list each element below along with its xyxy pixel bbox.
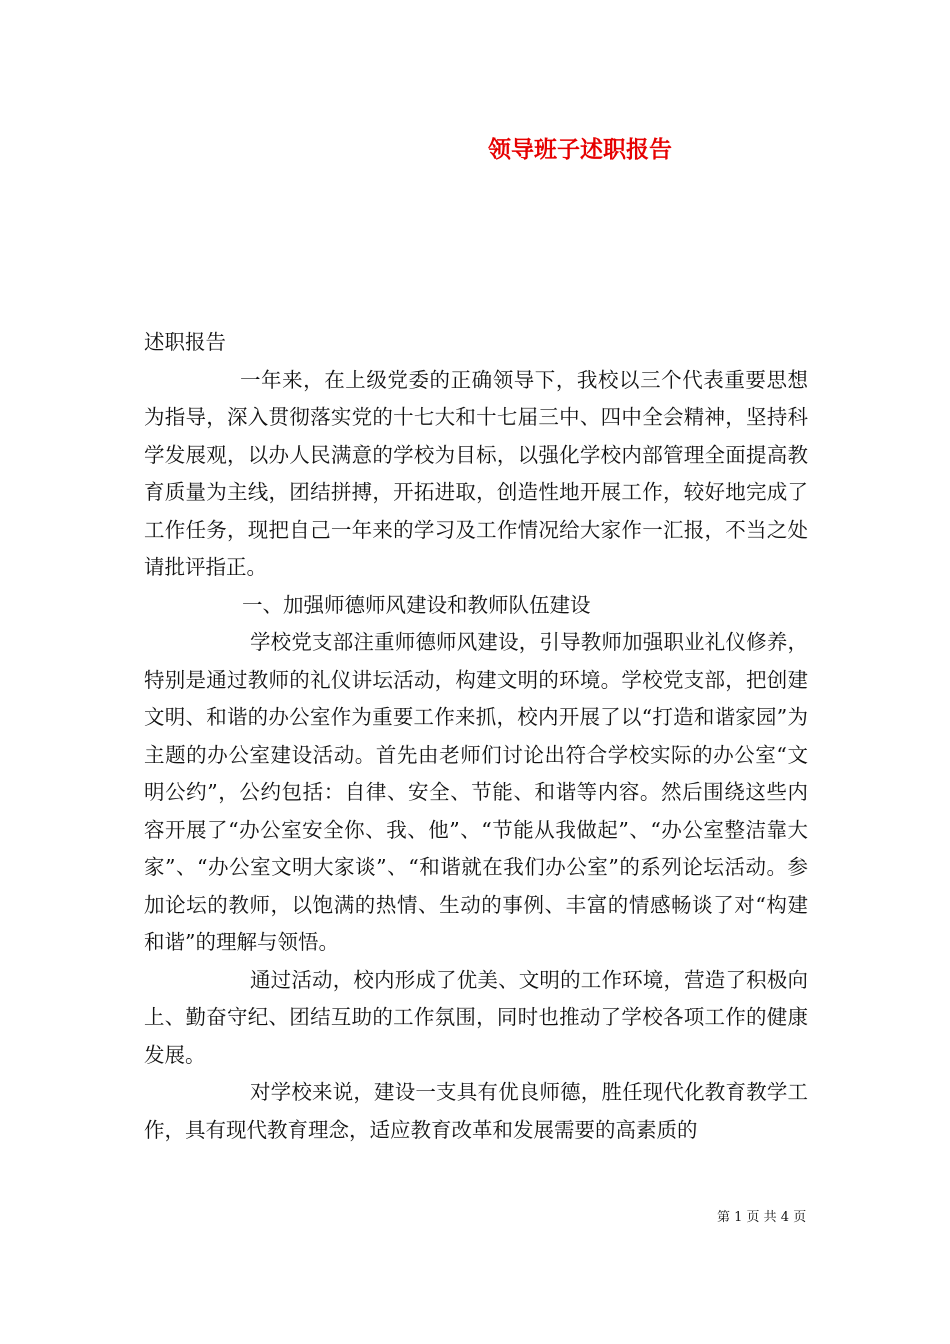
paragraph: 通过活动，校内形成了优美、文明的工作环境，营造了积极向上、勤奋守纪、团结互助的工作氛围，同时也推动了学校各项工作的健康发展。 [144, 967, 808, 1067]
paragraph: 对学校来说，建设一支具有优良师德，胜任现代化教育教学工作，具有现代教育理念，适应教育改革和发展需要的高素质的 [144, 1080, 808, 1142]
section-heading: 一、加强师德师风建设和教师队伍建设 [242, 592, 591, 617]
paragraph-intro: 一年来，在上级党委的正确领导下，我校以三个代表重要思想为指导，深入贯彻落实党的十七大和十七届三中、四中全会精神，坚持科学发展观，以办人民满意的学校为目标，以强化学校内部管理全面提高教育质量为主线，团结拼搏，开拓进取，创造性地开展工作，较好地完成了工作任务，现把自己一年来的学习及工作情况给大家作一汇报，不当之处请批评指正。 [144, 367, 808, 579]
page-number-footer: 第 1 页 共 4 页 [717, 1210, 807, 1225]
section-label: 述职报告 [144, 330, 226, 354]
document-body [144, 324, 808, 1149]
document-title: 领导班子述职报告 [488, 136, 672, 163]
paragraph: 学校党支部注重师德师风建设，引导教师加强职业礼仪修养，特别是通过教师的礼仪讲坛活动，构建文明的环境。学校党支部，把创建文明、和谐的办公室作为重要工作来抓，校内开展了以“打造和谐家园”为主题的办公室建设活动。首先由老师们讨论出符合学校实际的办公室“文明公约”，公约包括：自律、安全、节能、和谐等内容。然后围绕这些内容开展了“办公室安全你、我、他”、“节能从我做起”、“办公室整洁靠大家”、“办公室文明大家谈”、“和谐就在我们办公室”的系列论坛活动。参加论坛的教师，以饱满的热情、生动的事例、丰富的情感畅谈了对“构建和谐”的理解与领悟。 [144, 630, 808, 954]
